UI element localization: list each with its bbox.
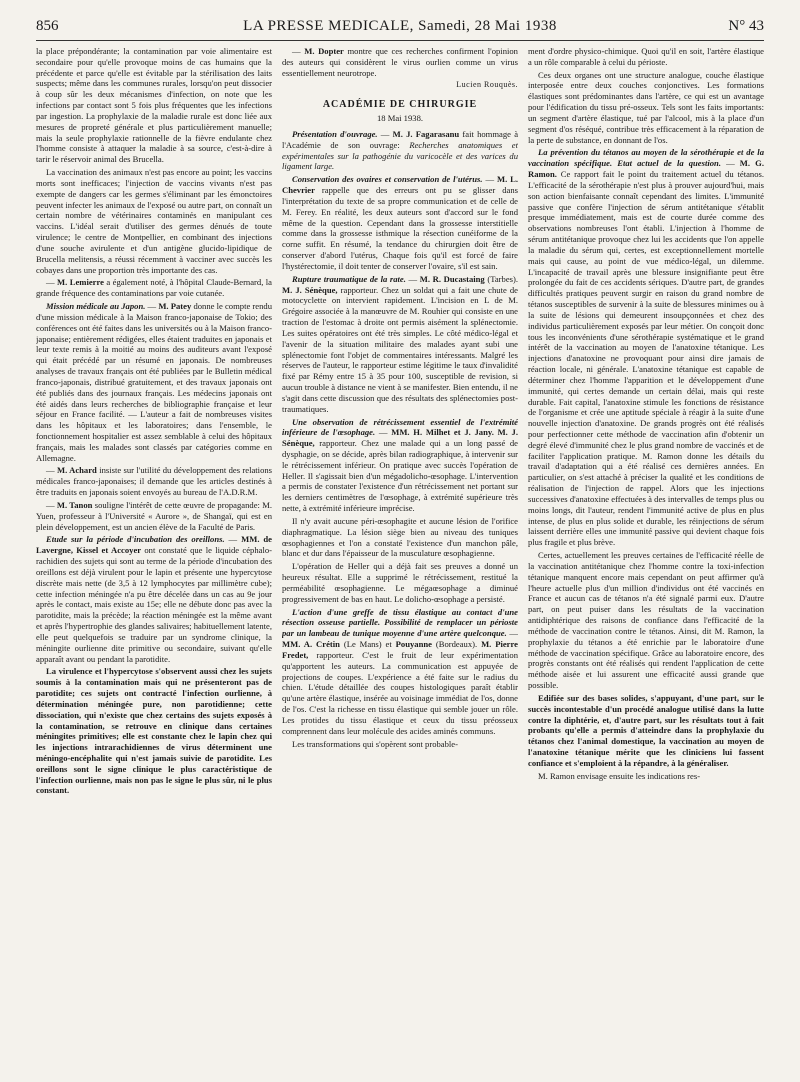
paragraph: Les transformations qui s'opèrent sont probable- [292, 738, 458, 749]
paragraph-text: rapporteur. C'est le fruit de leur expérimentation qu'apportent les auteurs. La communication est appuyée de projections de coupes. L'expérience a été faite sur le radius du chien. L'étude détaillée des coupes histologiques paraît établir qu'une artère élastique, insérée au voisinage immédiat de l'os, donne de l'os. C'est la richesse en tissu élastique qui semble jouer un rôle. Les protides du tissu élastique et ceux du tissu préosseux comprennent dans leur molécule des acides aminés communs. [282, 649, 518, 736]
author-name: M. J. Sénèque, [282, 284, 338, 295]
author-name: M. Achard [56, 465, 97, 476]
paragraph: Certes, actuellement les preuves certaines de l'efficacité réelle de la vaccination antitétanique chez l'homme contre la toxi-infection tétanique manquent encore mais cependant on peut affirmer qu'à l'heure actuelle plus d'un million d'individus ont été vaccinés en France et aucun cas de tétanos n'a été signalé parmi eux. D'autre part, on peut puiser dans les résultats de la vaccination antidiphtérique des raisons de confiance dans l'efficacité de la méthode de vaccination contre le tétanos. Ainsi, dit M. Ramon, la prophylaxie du tétanos a été enrichie par le laboratoire d'une méthode de vaccination spécifique. Grâce au laboratoire encore, des progrès constants ont été réalisés qui rendent l'application de cette méthode aisée et lui assurent une efficacité aussi grande que possible. [528, 550, 764, 691]
columns [36, 46, 764, 1076]
paragraph: Rupture traumatique de la rate. — M. R. Ducastaing (Tarbes). M. J. Sénèque, rapporteur. Chez un soldat qui a fait une chute de motocyclette on intervient rapidement. L'incision en L de M. Grégoire associée à la manœuvre de M. Rouhier qui consiste en une traction de l'estomac à droite ont permis aisément la splénectomie. Les suites opératoires ont été très simples. Le côté médico-légal et l'avenir de la situation militaire des malades ayant subi une splénectomie font l'objet de commentaires intéressants. Malgré les réserves de l'auteur, le rapporteur estime légitime le taux d'invalidité fixé par Rémy entre 15 à 35 pour 100, susceptible de revision, si aucun trouble à distance ne vient à se manifester. Bien entendu, il ne s'agit dans cette discussion que des résultats des splénectomies post-traumatiques. [282, 273, 518, 414]
article-title: Présentation d'ouvrage. [292, 128, 378, 139]
paragraph: — M. Achard insiste sur l'utilité du développement des relations médicales franco-japonaises; il demande que les articles destinés à être traduits en japonais soient envoyés au bureau de l'A.D.R.M. [36, 465, 272, 498]
author-name: M. Pierre Fredet, [282, 639, 518, 660]
author-name: MM. H. Milhet et J. Jany. M. J. Sénèque, [282, 427, 518, 449]
article-title: Mission médicale au Japon. [46, 301, 146, 312]
paragraph: M. Ramon envisage ensuite les indications res- [538, 770, 701, 781]
paragraph: Présentation d'ouvrage. — M. J. Fagarasanu fait hommage à l'Académie de son ouvrage: Recherches anatomiques et expérimentales sur la pathogénie du varicocèle et des varices du ligament large. [282, 128, 518, 172]
author-name: M. Patey [158, 301, 192, 312]
paragraph: Edifiée sur des bases solides, s'appuyant, d'une part, sur le succès incontestable d'un procédé analogue utilisé dans la lutte contre la diphtérie, et, d'autre part, sur les résultats tout à fait probants qu'elle a permis d'atteindre dans la prophylaxie du tétanos chez l'animal domestique, la vaccination au moyen de l'anatoxine tétanique mérite que les cliniciens lui fassent confiance et s'emploient à la répandre, à la généraliser. [528, 692, 764, 768]
paragraph-text: rapporteur. Chez un soldat qui a fait une chute de motocyclette on intervient rapidement. L'incision en L de M. Grégoire associée à la manœuvre de M. Rouhier qui consiste en une traction de l'estomac à droite ont permis aisément la splénectomie. Les suites opératoires ont été très simples. Le côté médico-légal et l'avenir de la situation militaire des malades ayant subi une splénectomie font l'objet de commentaires intéressants. Malgré les réserves de l'auteur, le rapporteur estime légitime le taux d'invalidité fixé par Rémy entre 15 à 35 pour 100, susceptible de revision, si aucun trouble à distance ne vient à se manifester. Bien entendu, il ne s'agit dans cette discussion que des résultats des splénectomies post-traumatiques. [282, 284, 518, 414]
paragraph-text: fait hommage à l'Académie de son ouvrage: [282, 128, 518, 150]
running-title: LA PRESSE MEDICALE, Samedi, 28 Mai 1938 [243, 18, 557, 34]
author-name: M. Dopter [304, 46, 344, 56]
section-date: 18 Mai 1938. [376, 113, 424, 124]
paragraph: Il n'y avait aucune péri-œsophagite et aucune lésion de l'orifice diaphragmatique. La lésion siège bien au niveau des tuniques œsophagiennes et l'on a constaté l'existence d'un manchon pâle, blanc et dur dans l'épaisseur de la musculature œsophagienne. [282, 515, 518, 559]
paragraph: Une observation de rétrécissement essentiel de l'extrémité inférieure de l'œsophage. — MM. H. Milhet et J. Jany. M. J. Sénèque, rapporteur. Chez une malade qui a un long passé de dysphagie, on se décide, après bilan radiographique, à intervenir sur le rétrécissement inférieur. On pratique avec succès l'opération de Heller. Il s'agissait bien d'un mégadolicho-œsophage. L'intervention a permis de constater l'existence d'un rétrécissement net portant sur les derniers centimètres de l'œsophage, à extrémité supérieure très nette, à extrémité inférieure imprécise. [282, 416, 518, 514]
author-name: M. R. Ducastaing [419, 273, 485, 284]
paragraph-text: insiste sur l'utilité du développement des relations médicales franco-japonaises; il demande que les articles destinés à être traduits en japonais soient envoyés au bureau de l'A.D.R.M. [36, 465, 272, 498]
article-title: Conservation des ovaires et conservation de l'utérus. [292, 174, 483, 185]
paragraph-text: rapporteur. Chez une malade qui a un long passé de dysphagie, on se décide, après bilan radiographique, à intervenir sur le rétrécissement inférieur. On pratique avec succès l'opération de Heller. Il s'agissait bien d'un mégadolicho-œsophage. L'intervention a permis de constater l'existence d'un rétrécissement net portant sur les derniers centimètres de l'œsophage, à extrémité supérieure très nette, à extrémité inférieure imprécise. [282, 438, 518, 514]
article-title: L'action d'une greffe de tissu élastique au contact d'une résection osseuse partielle. Possibilité de remplacer un périoste par un lambeau de tunique moyenne d'une artère quelconque. [282, 606, 518, 639]
article-title: Etude sur la période d'incubation des oreillons. [46, 534, 225, 545]
paragraph-text: montre que ces recherches confirment l'opinion des auteurs qui considèrent le virus ourlien comme un virus essentiellement neurotrope. [282, 46, 518, 78]
paragraph: la place prépondérante; la contamination par voie alimentaire est secondaire pour qu'elle provoque moins de cas humains que la précédente et parce qu'elle est évitable par la stérilisation des laits suspects; même dans les communes rurales, lorsqu'on peut dissocier à coup sûr les deux mécanismes d'infection, on note que les infections par contact sont 5 fois plus fréquentes que les infections par ingestion. La prophylaxie de la maladie rurale est donc liée aux mesures de propreté générale et plus particulièrement manuelle; mais la seule prophylaxie rationnelle de la fièvre endulante chez l'homme consiste à attaquer la maladie à sa source, c'est-à-dire à tarir le réservoir animal des Brucella. [36, 46, 272, 165]
column-1 [36, 46, 272, 1076]
paragraph: L'opération de Heller qui a déjà fait ses preuves a donné un heureux résultat. Elle a supprimé le rétrécissement, restitué la perméabilité œsophagienne. Le mégaœsophage a diminué progressivement de bas en haut. Le dolicho-œsophage a persisté. [282, 561, 518, 604]
paragraph: Etude sur la période d'incubation des oreillons. — MM. de Lavergne, Kissel et Accoyer ont constaté que le liquide céphalo-rachidien des sujets qui sont au terme de la période d'incubation des oreillons est déjà virulent pour le lapin et présente une hypercytose discrète mais nette (de 3,5 à 12 lymphocytes par millimètre cube); cette infection méningée n'a pu être décelée dans un cas au 9e jour après le contact, mais existe au 15e; elle ne débute donc pas avec la parotidite, mais la précède; la réaction méningée est la même avant et après l'hypertrophie des glandes salivaires; habituellement latente, elle peut quelquefois se traduire par un syndrome clinique, la méningite ourlienne dite primitive ou secondaire, suivant qu'elle apparaît avant ou pendant la parotidite. [36, 534, 272, 664]
paragraph: — M. Tanon souligne l'intérêt de cette œuvre de propagande: M. Yuen, professeur à l'Université « Aurore », de Shangaï, qui est en plein développement, est un ancien élève de la Faculté de Paris. [36, 499, 272, 532]
author-name: Pouyanne [395, 639, 432, 650]
paragraph: La prévention du tétanos au moyen de la sérothérapie et de la vaccination spécifique. Etat actuel de la question. — M. G. Ramon. Ce rapport fait le point du traitement actuel du tétanos. L'efficacité de la sérothérapie n'est plus à prouver aujourd'hui, mais son action bienfaisante connaît cependant des limites. L'immunité passive que confère l'injection de sérum antitétanique s'établit presque immédiatement, mais est de courte durée comme des observations nombreuses l'ont établi. L'injection à l'homme de sérum antitétanique provoque chez lui les accidents que l'on appelle la maladie du sérum qui, certes, est exceptionnellement mortelle mais qui cause, au point de vue médico-légal, un dilemme. L'incapacité de travail après une blessure insignifiante peut être prolongée du fait de ces accidents sériques. D'autre part, de grandes difficultés pratiques peuvent surgir en raison du grand nombre de tétanos susceptibles de survenir à la suite de blessures minimes ou à la suite de lésions qui demeurent insoupçonnées et chez des individus particulièrement exposés par leur métier. On conçoit donc tous les inconvénients d'une sérothérapie systématique et le grand intérêt de la vaccination au moyen de l'anatoxine tétanique. Les injections d'anatoxine ne provoquant pour ainsi dire jamais de réaction locale, ni générale. L'anatoxine tétanique est capable de déterminer chez l'homme l'apparition et le développement d'une immunité, qui certes demande un certain délai, mais qui reste durable. Fait capital, l'anatoxine stimule les fonctions de résistance de l'organisme et crée une aptitude spéciale à réagir à la suite d'une nouvelle injection d'anatoxine. De grands progrès ont été réalisés pour perfectionner cette méthode de vaccination afin d'obtenir un degré élevé d'immunité chez le plus grand nombre de vaccinés et de faciliter l'application pratique. M. Ramon donne les détails du travail d'adaptation qui a été réalisé ces dernières années. En particulier, on s'est attaché à préciser la qualité et les conditions de réalisation de l'injection de rappel. Alors que les injections successives d'anatoxine effectuées à des intervalles de temps plus ou moins longs, dit l'auteur, rendent l'immunité active de plus en plus intense, de plus en plus solide et durable, les réinjections de sérum laissent derrière elles une immunité passive qui devient chaque fois plus fragile et plus brève. [528, 147, 764, 548]
page-number: 856 [36, 18, 59, 34]
paragraph-text: rappelle que des erreurs ont pu se glisser dans l'interprétation du texte de sa propre communication et de celle de M. Ferey. En réalité, les deux auteurs sont d'accord sur le fond même de la question. Cependant dans la grossesse interstitielle comme dans la grossesse isthmique la résection cunéiforme de la corne suffit. En résumé, la tendance du chirurgien doit être de conserver d'abord l'utérus, Chaque fois qu'il est forcé de faire l'hystérectomie, il doit tenter de conserver l'ovaire, s'il est sain. [282, 185, 518, 271]
author-name: M. L. Chevrier [282, 174, 518, 196]
article-title: La prévention du tétanos au moyen de la sérothérapie et de la vaccination spécifique. Etat actuel de la question. [528, 147, 764, 169]
paragraph-text: Ce rapport fait le point du traitement actuel du tétanos. L'efficacité de la sérothérapie n'est plus à prouver aujourd'hui, mais son action bienfaisante connaît cependant des limites. L'immunité passive que confère l'injection de sérum antitétanique s'établit presque immédiatement, mais est de courte durée comme des observations nombreuses l'ont établi. L'injection à l'homme de sérum antitétanique provoque chez lui les accidents que l'on appelle la maladie du sérum qui, certes, est exceptionnellement mortelle mais qui cause, au point de vue médico-légal, un dilemme. L'incapacité de travail après une blessure insignifiante peut être prolongée du fait de ces accidents sériques. D'autre part, de grandes difficultés pratiques peuvent surgir en raison du grand nombre de tétanos susceptibles de survenir à la suite de blessures minimes ou à la suite de lésions qui demeurent insoupçonnées et chez des individus particulièrement exposés par leur métier. On conçoit donc tous les inconvénients d'une sérothérapie systématique et le grand intérêt de la vaccination au moyen de l'anatoxine tétanique. Les injections d'anatoxine ne provoquant pour ainsi dire jamais de réaction locale, ni générale. L'anatoxine tétanique est capable de déterminer chez l'homme l'apparition et le développement d'une immunité, qui certes demande un certain délai, mais qui reste durable. Fait capital, l'anatoxine stimule les fonctions de résistance de l'organisme et crée une aptitude spéciale à réagir à la suite d'une nouvelle injection d'anatoxine. De grands progrès ont été réalisés pour perfectionner cette méthode de vaccination afin d'obtenir un degré élevé d'immunité chez le plus grand nombre de vaccinés et de faciliter l'application pratique. M. Ramon donne les détails du travail d'adaptation qui a été réalisé ces dernières années. En particulier, on s'est attaché à préciser la qualité et les conditions de réalisation de l'injection de rappel. Alors que les injections successives d'anatoxine effectuées à des intervalles de temps plus ou moins longs, dit l'auteur, rendent l'immunité active de plus en plus intense, de plus en plus solide et durable, les réinjections de sérum laissent derrière elles une immunité passive qui devient chaque fois plus fragile et plus brève. [528, 169, 764, 548]
issue-number: N° 43 [728, 18, 764, 34]
paragraph: Mission médicale au Japon. — M. Patey donne le compte rendu d'une mission médicale à la Maison franco-japonaise de Tokio; des conférences ont été faites dans les universités ou à la Maison franco-japonaise; entièrement rédigées, elles étaient traduites en japonais et leur texte remis à la moitié au moins des auditeurs avant l'exposé qui était précédé par un résumé en japonais. De nombreuses analyses de travaux français ont été publiées par le Bulletin médical franco-japonais, distribué gratuitement, et des travaux japonais ont été publiés dans des journaux français. Les médecins japonais ont été aidés dans leurs recherches de bibliographie française et leur séjour en France facilité. — L'auteur a fait de nombreuses visites dans les hôpitaux et les laboratoires; dans l'ensemble, le fonctionnement hospitalier est assez semblable à celui des hôpitaux français, mais les malades sont classés par catégories comme en Allemagne. [36, 301, 272, 463]
paragraph-text: (Le Mans) et [343, 639, 392, 650]
paragraph-text: a également noté, à l'hôpital Claude-Bernard, la grande fréquence des contaminations par voie cutanée. [36, 277, 272, 299]
article-title: Rupture traumatique de la rate. [292, 273, 406, 284]
paragraph: — M. Dopter montre que ces recherches confirment l'opinion des auteurs qui considèrent le virus ourlien comme un virus essentiellement neurotrope. [282, 46, 518, 78]
paragraph: La virulence et l'hypercytose s'observent aussi chez les sujets soumis à la contamination mais qui ne présenteront pas de parotidite; ces sujets ont contracté l'infection ourlienne, à détermination méningée pure, non parotidienne; cette dissociation, qui n'existe que chez certains des sujets exposés à la contamination, se retrouve en clinique dans certaines méningites primitives; elle est constante chez le lapin chez qui les injections intrarachidiennes de virus déterminent une méningo-encéphalite qui n'est jamais suivie de parotidite. Les oreillons sont le signe clinique le plus caractéristique de l'infection ourlienne, mais non pas le signe le plus sûr, ni le plus constant. [36, 666, 272, 796]
header-rule [36, 40, 764, 41]
author-name: MM. de Lavergne, Kissel et Accoyer [36, 534, 272, 556]
paragraph: L'action d'une greffe de tissu élastique au contact d'une résection osseuse partielle. Possibilité de remplacer un périoste par un lambeau de tunique moyenne d'une artère quelconque. — MM. A. Crétin (Le Mans) et Pouyanne (Bordeaux). M. Pierre Fredet, rapporteur. C'est le fruit de leur expérimentation qu'apportent les auteurs. La communication est appuyée de projections de coupes. L'expérience a été faite sur le radius du chien. L'étude détaillée des coupes histologiques paraît établir qu'une artère élastique, insérée au voisinage immédiat de l'os, donne de l'os. C'est la richesse en tissu élastique qui semble jouer un rôle. Les protides du tissu élastique et ceux du tissu préosseux comprennent dans leur molécule des acides aminés communs. [282, 606, 518, 736]
author-name: M. Lemierre [57, 277, 104, 288]
section-heading: ACADÉMIE DE CHIRURGIE [322, 98, 478, 110]
author-name: M. Tanon [56, 499, 93, 510]
article-title: Une observation de rétrécissement essentiel de l'extrémité inférieure de l'œsophage. [282, 416, 518, 438]
page-header [36, 18, 764, 40]
paragraph-text: ont constaté que le liquide céphalo-rachidien des sujets qui sont au terme de la période d'incubation des oreillons est déjà virulent pour le lapin et présente une hypercytose discrète mais nette (de 3,5 à 12 lymphocytes par millimètre cube); cette infection méningée n'a pu être décelée dans un cas au 9e jour après le contact, mais existe au 15e; elle ne débute donc pas avec la parotidite, mais la précède; la réaction méningée est la même avant et après l'hypertrophie des glandes salivaires; habituellement latente, elle peut quelquefois se traduire par un syndrome clinique, la méningite ourlienne dite primitive ou secondaire, suivant qu'elle apparaît avant ou pendant la parotidite. [36, 545, 272, 664]
paragraph: ment d'ordre physico-chimique. Quoi qu'il en soit, l'artère élastique a un rôle comparable à celui du périoste. [528, 46, 764, 67]
paragraph-text: donne le compte rendu d'une mission médicale à la Maison franco-japonaise de Tokio; des conférences ont été faites dans les universités ou à la Maison franco-japonaise; entièrement rédigées, elles étaient traduites en japonais et leur texte remis à la moitié au moins des auditeurs avant l'exposé qui était précédé par un résumé en japonais. De nombreuses analyses de travaux français ont été publiées par le Bulletin médical franco-japonais, distribué gratuitement, et des travaux japonais ont été publiés dans des journaux français. Les médecins japonais ont été aidés dans leurs recherches de bibliographie française et leur séjour en France facilité. — L'auteur a fait de nombreuses visites dans les hôpitaux et les laboratoires; dans l'ensemble, le fonctionnement hospitalier est assez semblable à celui des hôpitaux français, mais les malades sont classés par catégories comme en Allemagne. [36, 301, 272, 463]
paragraph-text: (Bordeaux). [435, 639, 478, 650]
author-name: M. J. Fagarasanu [392, 128, 460, 139]
column-2 [282, 46, 518, 1076]
paragraph: — M. Lemierre a également noté, à l'hôpital Claude-Bernard, la grande fréquence des contaminations par voie cutanée. [36, 277, 272, 299]
paragraph: Conservation des ovaires et conservation de l'utérus. — M. L. Chevrier rappelle que des erreurs ont pu se glisser dans l'interprétation du texte de sa propre communication et de celle de M. Ferey. En réalité, les deux auteurs sont d'accord sur le fond même de la question. Cependant dans la grossesse interstitielle comme dans la grossesse isthmique la résection cunéiforme de la corne suffit. En résumé, la tendance du chirurgien doit être de conserver d'abord l'utérus, Chaque fois qu'il est forcé de faire l'hystérectomie, il doit tenter de conserver l'ovaire, s'il est sain. [282, 174, 518, 271]
author-name: MM. A. Crétin [282, 639, 340, 650]
author-name: M. G. Ramon. [528, 158, 764, 180]
signature: Lucien Rouquès. [456, 80, 518, 90]
book-title: Recherches anatomiques et expérimentales sur la pathogénie du varicocèle et des varices du ligament large. [282, 139, 518, 172]
column-3 [528, 46, 764, 1076]
paragraph: La vaccination des animaux n'est pas encore au point; les vaccins morts sont inefficaces; l'injection de vaccins vivants n'est pas exempte de dangers car les germes s'éliminant par les émonctoires peuvent infecter les animaux de l'exposé ou autre part, on connaît un certain nombre de vétérinaires contaminés en manipulant ces vaccins. L'idéal serait d'utiliser des germes dénués de toute virulence; le centre de Montpellier, en combinant des injections d'une souche avirulente et d'un antigène glucido-lipidique de Brucella melitensis, a réussi récemment à vacciner avec succès les cobayes dans une proportion très importante des cas. [36, 167, 272, 275]
paragraph: Ces deux organes ont une structure analogue, couche élastique interposée entre deux couches conjonctives. Les formations élastiques sont prédominantes dans l'artère, ce qui est un avantage pour l'édification du tissu pré-osseux. Tels sont les faits importants: un segment d'artère élastique, tué par l'alcool, mis à la place d'un segment d'os réséqué, contribue très efficacement à la réparation de la perte de substance, en donnant de l'os. [528, 69, 764, 145]
paragraph-text: souligne l'intérêt de cette œuvre de propagande: M. Yuen, professeur à l'Université « Aurore », de Shangaï, qui est en plein développement, est un ancien élève de la Faculté de Paris. [36, 499, 272, 532]
paragraph-text: (Tarbes). [487, 273, 518, 284]
